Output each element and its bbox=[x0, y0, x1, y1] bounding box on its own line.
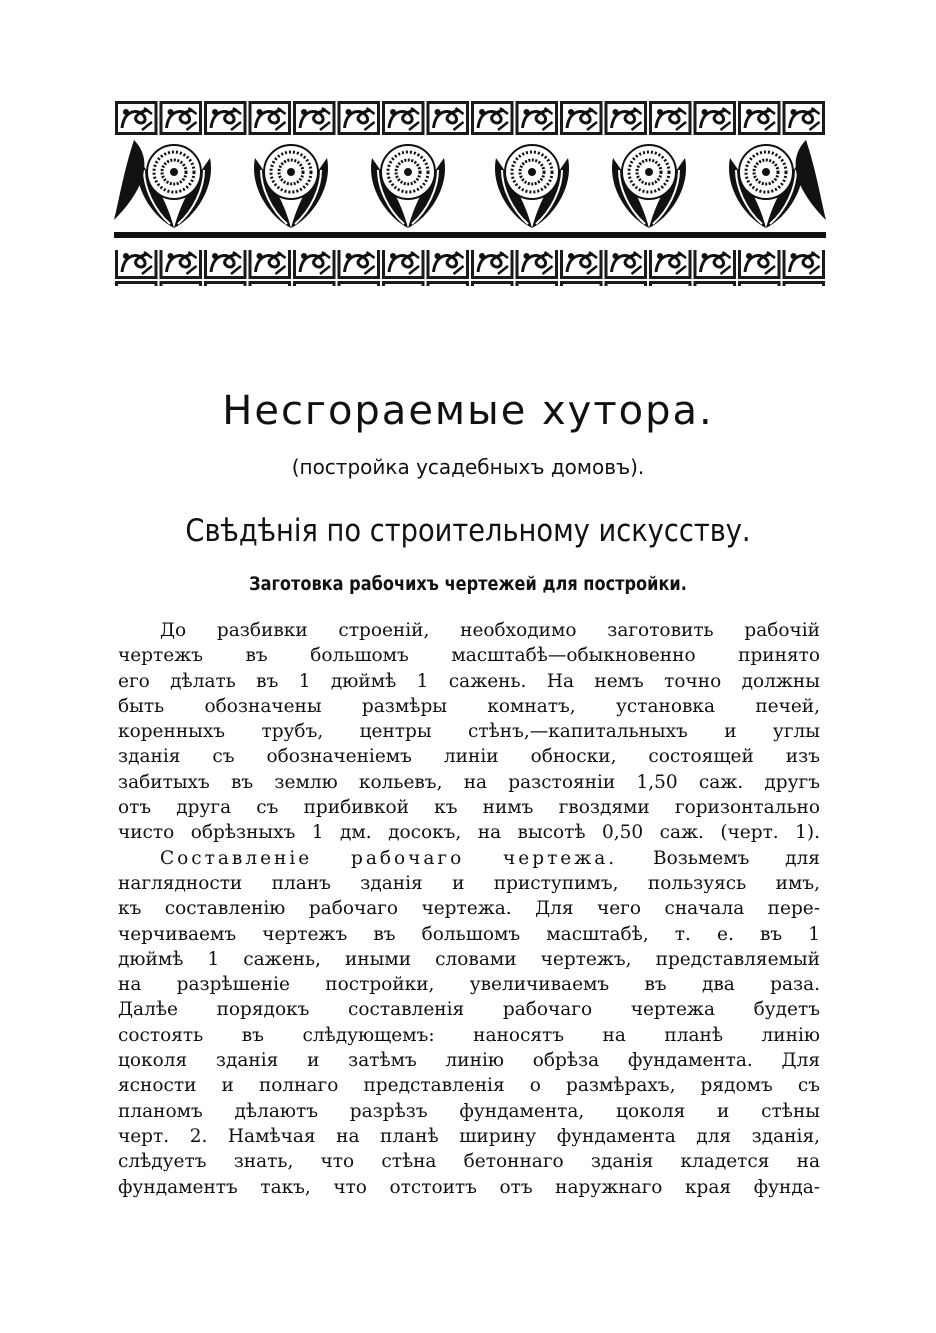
text-line: зданія съ обозначеніемъ линіи обноски, состоящей изъ bbox=[118, 746, 820, 768]
text-line: цоколя зданія и затѣмъ линію обрѣза фундамента. Для bbox=[118, 1050, 820, 1072]
text-line: на разрѣшеніе постройки, увеличиваемъ въ два раза. bbox=[118, 974, 820, 996]
text-line: къ составленію рабочаго чертежа. Для чего сначала пере- bbox=[118, 898, 820, 920]
text-line: коренныхъ трубъ, центры стѣнъ,—капитальныхъ и углы bbox=[118, 721, 820, 743]
text-line: чисто обрѣзныхъ 1 дм. досокъ, на высотѣ 0,50 саж. (черт. 1). bbox=[118, 822, 820, 844]
text-line: слѣдуетъ знать, что стѣна бетоннаго зданія кладется на bbox=[118, 1151, 820, 1173]
page-subtitle: (постройка усадебныхъ домовъ). bbox=[291, 455, 645, 479]
text-line: забитыхъ въ землю кольевъ, на разстояніи 1,50 саж. другъ bbox=[118, 771, 820, 793]
body-text bbox=[118, 618, 820, 1200]
text-line: ясности и полнаго представленія о размѣрахъ, рядомъ съ bbox=[118, 1075, 820, 1097]
text-line: планомъ дѣлаютъ разрѣзъ фундамента, цоколя и стѣны bbox=[118, 1100, 820, 1122]
page-title: Несгораемые хутора. bbox=[222, 388, 714, 434]
text-line: До разбивки строеній, необходимо заготовить рабочій bbox=[160, 620, 820, 641]
text-line: фундаментъ такъ, что отстоитъ отъ наружнаго края фунда- bbox=[118, 1176, 820, 1198]
bottom-tile-row bbox=[114, 250, 826, 286]
text-line: черчиваемъ чертежъ въ большомъ масштабѣ, т. е. въ 1 bbox=[118, 923, 820, 945]
text-line bbox=[118, 846, 820, 871]
text-line: быть обозначены размѣры комнатъ, установка печей, bbox=[118, 695, 820, 717]
text-line: чертежъ въ большомъ масштабѣ—обыкновенно принято bbox=[118, 645, 820, 667]
text-line: отъ друга съ прибивкой къ нимъ гвоздями горизонтально bbox=[118, 797, 820, 819]
text-line: наглядности планъ зданія и приступимъ, пользуясь имъ, bbox=[118, 872, 820, 894]
lead-continuation: Возьмемъ для bbox=[652, 847, 820, 869]
ornamental-header-band bbox=[114, 100, 826, 288]
text-line: его дѣлать въ 1 дюймѣ 1 сажень. На немъ точно должны bbox=[118, 670, 820, 692]
top-tile-row bbox=[114, 100, 826, 136]
flower-row bbox=[114, 140, 826, 238]
spaced-lead-phrase: Составленіе рабочаго чертежа. bbox=[160, 847, 618, 869]
section-heading: Свѣдѣнія по строительному искусству. bbox=[185, 513, 751, 549]
text-line: состоять въ слѣдующемъ: наносятъ на планѣ линію bbox=[118, 1024, 820, 1046]
text-line: дюймѣ 1 сажень, иными словами чертежъ, представляемый bbox=[118, 948, 820, 970]
text-line: черт. 2. Намѣчая на планѣ ширину фундамента для зданія, bbox=[118, 1125, 820, 1147]
subsection-heading: Заготовка рабочихъ чертежей для постройки. bbox=[249, 573, 687, 595]
text-line: Далѣе порядокъ составленія рабочаго чертежа будетъ bbox=[118, 999, 820, 1021]
